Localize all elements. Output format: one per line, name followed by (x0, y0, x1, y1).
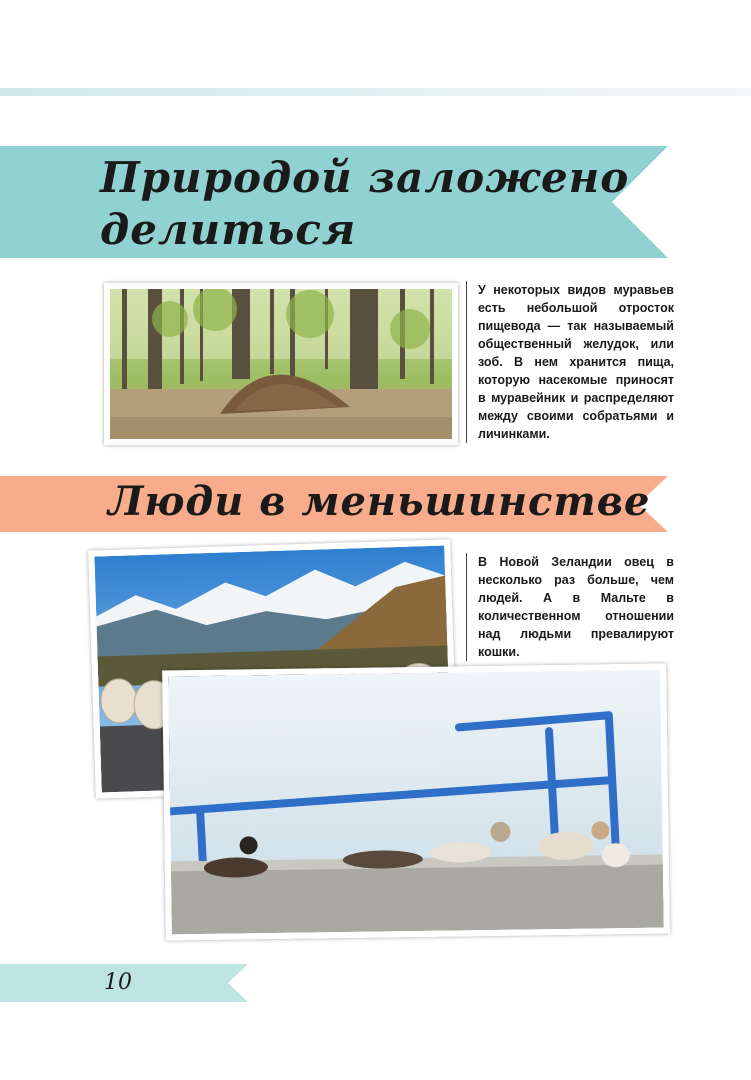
section-title-sharing (100, 152, 629, 256)
section-title-line-1: Природой заложено (100, 153, 630, 202)
sheep-cats-paragraph: В Новой Зеландии овец в несколько раз больше, чем людей. А в Мальте в количественном отношении над людьми превалируют кошки. (466, 553, 674, 661)
section-ribbon-minority (0, 476, 670, 532)
cats-on-pier-photo (162, 663, 670, 940)
section-title-minority: Люди в меньшинстве (108, 478, 651, 525)
section-title-line-2: делиться (100, 205, 357, 254)
ants-paragraph: У некоторых видов муравьев есть небольшой отросток пищевода — так называемый общественный желудок, или зоб. В нем хранится пища, которую насекомые приносят в муравейник и распределяют между своими собратьями и личинками. (466, 281, 674, 443)
anthill-forest-photo (104, 283, 458, 445)
section-ribbon-sharing (0, 146, 670, 258)
top-decorative-rule (0, 88, 751, 96)
page-number: 10 (104, 970, 132, 995)
page-number-tab (0, 964, 250, 1002)
